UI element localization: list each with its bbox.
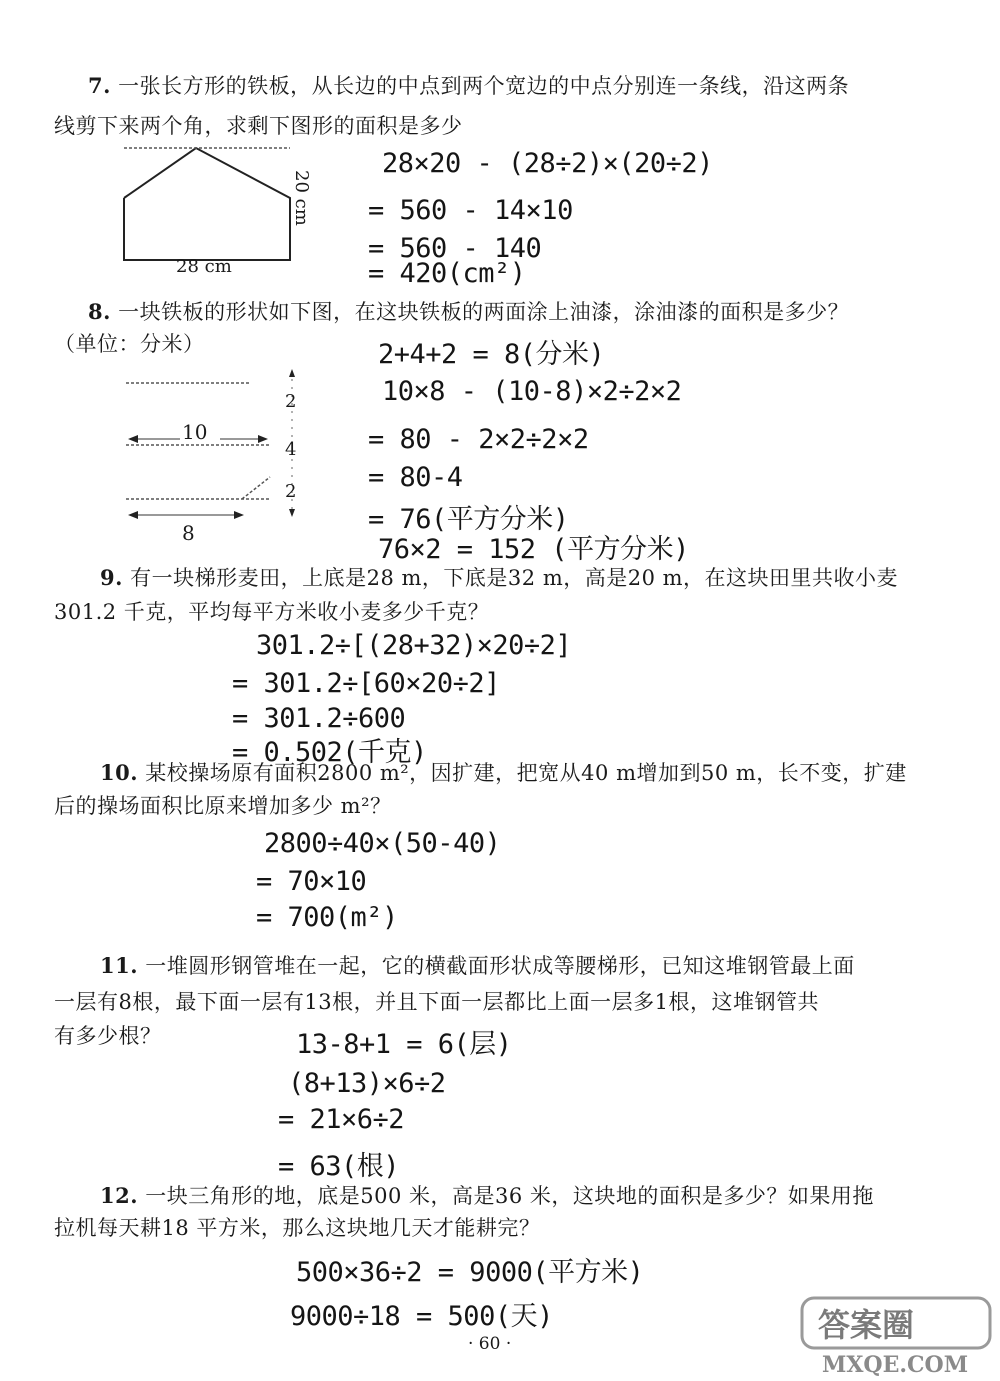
watermark-logo-text: 答案圈 <box>818 1306 915 1344</box>
page-number: · 60 · <box>468 1334 512 1354</box>
problem-7-line-1: 7. 一张长方形的铁板，从长边的中点到两个宽边的中点分别连一条线，沿这两条 <box>88 73 850 98</box>
watermark-logo <box>800 1296 992 1376</box>
problem-7-work-2: = 560 - 14×10 <box>368 195 573 226</box>
problem-9-work-4: = 0.502(千克) <box>232 737 427 768</box>
problem-9-work-2: = 301.2÷[60×20÷2] <box>232 668 500 699</box>
problem-8-work-2: 10×8 - (10-8)×2÷2×2 <box>382 376 682 407</box>
problem-9-work-3: = 301.2÷600 <box>232 703 406 734</box>
problem-7-figure <box>110 140 310 280</box>
problem-11-line-2: 一层有8根，最下面一层有13根，并且下面一层都比上面一层多1根，这堆钢管共 <box>54 990 819 1014</box>
problem-7-height-label: 20 cm <box>291 170 312 226</box>
problem-10-work-1: 2800÷40×(50-40) <box>264 828 501 859</box>
problem-11-line-3: 有多少根？ <box>54 1024 162 1048</box>
problem-11-work-2: (8+13)×6÷2 <box>288 1068 446 1099</box>
problem-8-work-1: 2+4+2 = 8(分米) <box>378 339 605 370</box>
problem-8-top-label: 10 <box>182 420 208 444</box>
problem-7-work-4: = 420(cm²) <box>368 258 526 289</box>
problem-9-work-1: 301.2÷[(28+32)×20÷2] <box>256 630 572 661</box>
problem-11-work-4: = 63(根) <box>278 1151 400 1182</box>
problem-8-line-1: 8. 一块铁板的形状如下图，在这块铁板的两面涂上油漆，涂油漆的面积是多少？ <box>88 299 850 324</box>
problem-10-line-2: 后的操场面积比原来增加多少 m²？ <box>54 794 392 818</box>
problem-8-right-label-1: 2 <box>285 391 297 412</box>
problem-8-work-6: 76×2 = 152 (平方分米) <box>378 534 689 565</box>
problem-10-line-1: 10. 某校操场原有面积2800 m²，因扩建，把宽从40 m增加到50 m，长不变，扩建 <box>100 760 907 785</box>
problem-12-line-2: 拉机每天耕18 平方米，那么这块地几天才能耕完？ <box>54 1216 541 1240</box>
problem-8-figure <box>120 365 310 545</box>
problem-8-right-label-3: 2 <box>285 481 297 502</box>
problem-12-work-2: 9000÷18 = 500(天) <box>290 1301 553 1332</box>
problem-9-line-2: 301.2 千克，平均每平方米收小麦多少千克？ <box>54 600 490 624</box>
problem-12-work-1: 500×36÷2 = 9000(平方米) <box>296 1257 644 1288</box>
problem-8-work-4: = 80-4 <box>368 462 463 493</box>
problem-8-work-5: = 76(平方分米) <box>368 504 569 535</box>
problem-7-line-2: 线剪下来两个角，求剩下图形的面积是多少 <box>54 114 463 138</box>
problem-7-work-3: = 560 - 140 <box>368 233 542 264</box>
problem-8-line-2: （单位：分米） <box>54 332 205 356</box>
problem-7-work-1: 28×20 - (28÷2)×(20÷2) <box>382 148 713 179</box>
problem-8-right-label-2: 4 <box>285 439 297 460</box>
problem-11-work-1: 13-8+1 = 6(层) <box>296 1029 512 1060</box>
problem-8-work-3: = 80 - 2×2÷2×2 <box>368 424 589 455</box>
problem-7-width-label: 28 cm <box>176 256 232 277</box>
problem-9-line-1: 9. 有一块梯形麦田，上底是28 m，下底是32 m，高是20 m，在这块田里共收小麦 <box>100 565 899 590</box>
problem-11-line-1: 11. 一堆圆形钢管堆在一起，它的横截面形状成等腰梯形，已知这堆钢管最上面 <box>100 953 855 978</box>
problem-10-work-2: = 70×10 <box>256 866 367 897</box>
problem-10-work-3: = 700(m²) <box>256 902 398 933</box>
problem-8-bottom-label: 8 <box>182 521 195 545</box>
problem-12-line-1: 12. 一块三角形的地，底是500 米，高是36 米，这块地的面积是多少？如果用拖 <box>100 1183 874 1208</box>
problem-11-work-3: = 21×6÷2 <box>278 1104 405 1135</box>
watermark-url: MXQE.COM <box>822 1352 969 1376</box>
